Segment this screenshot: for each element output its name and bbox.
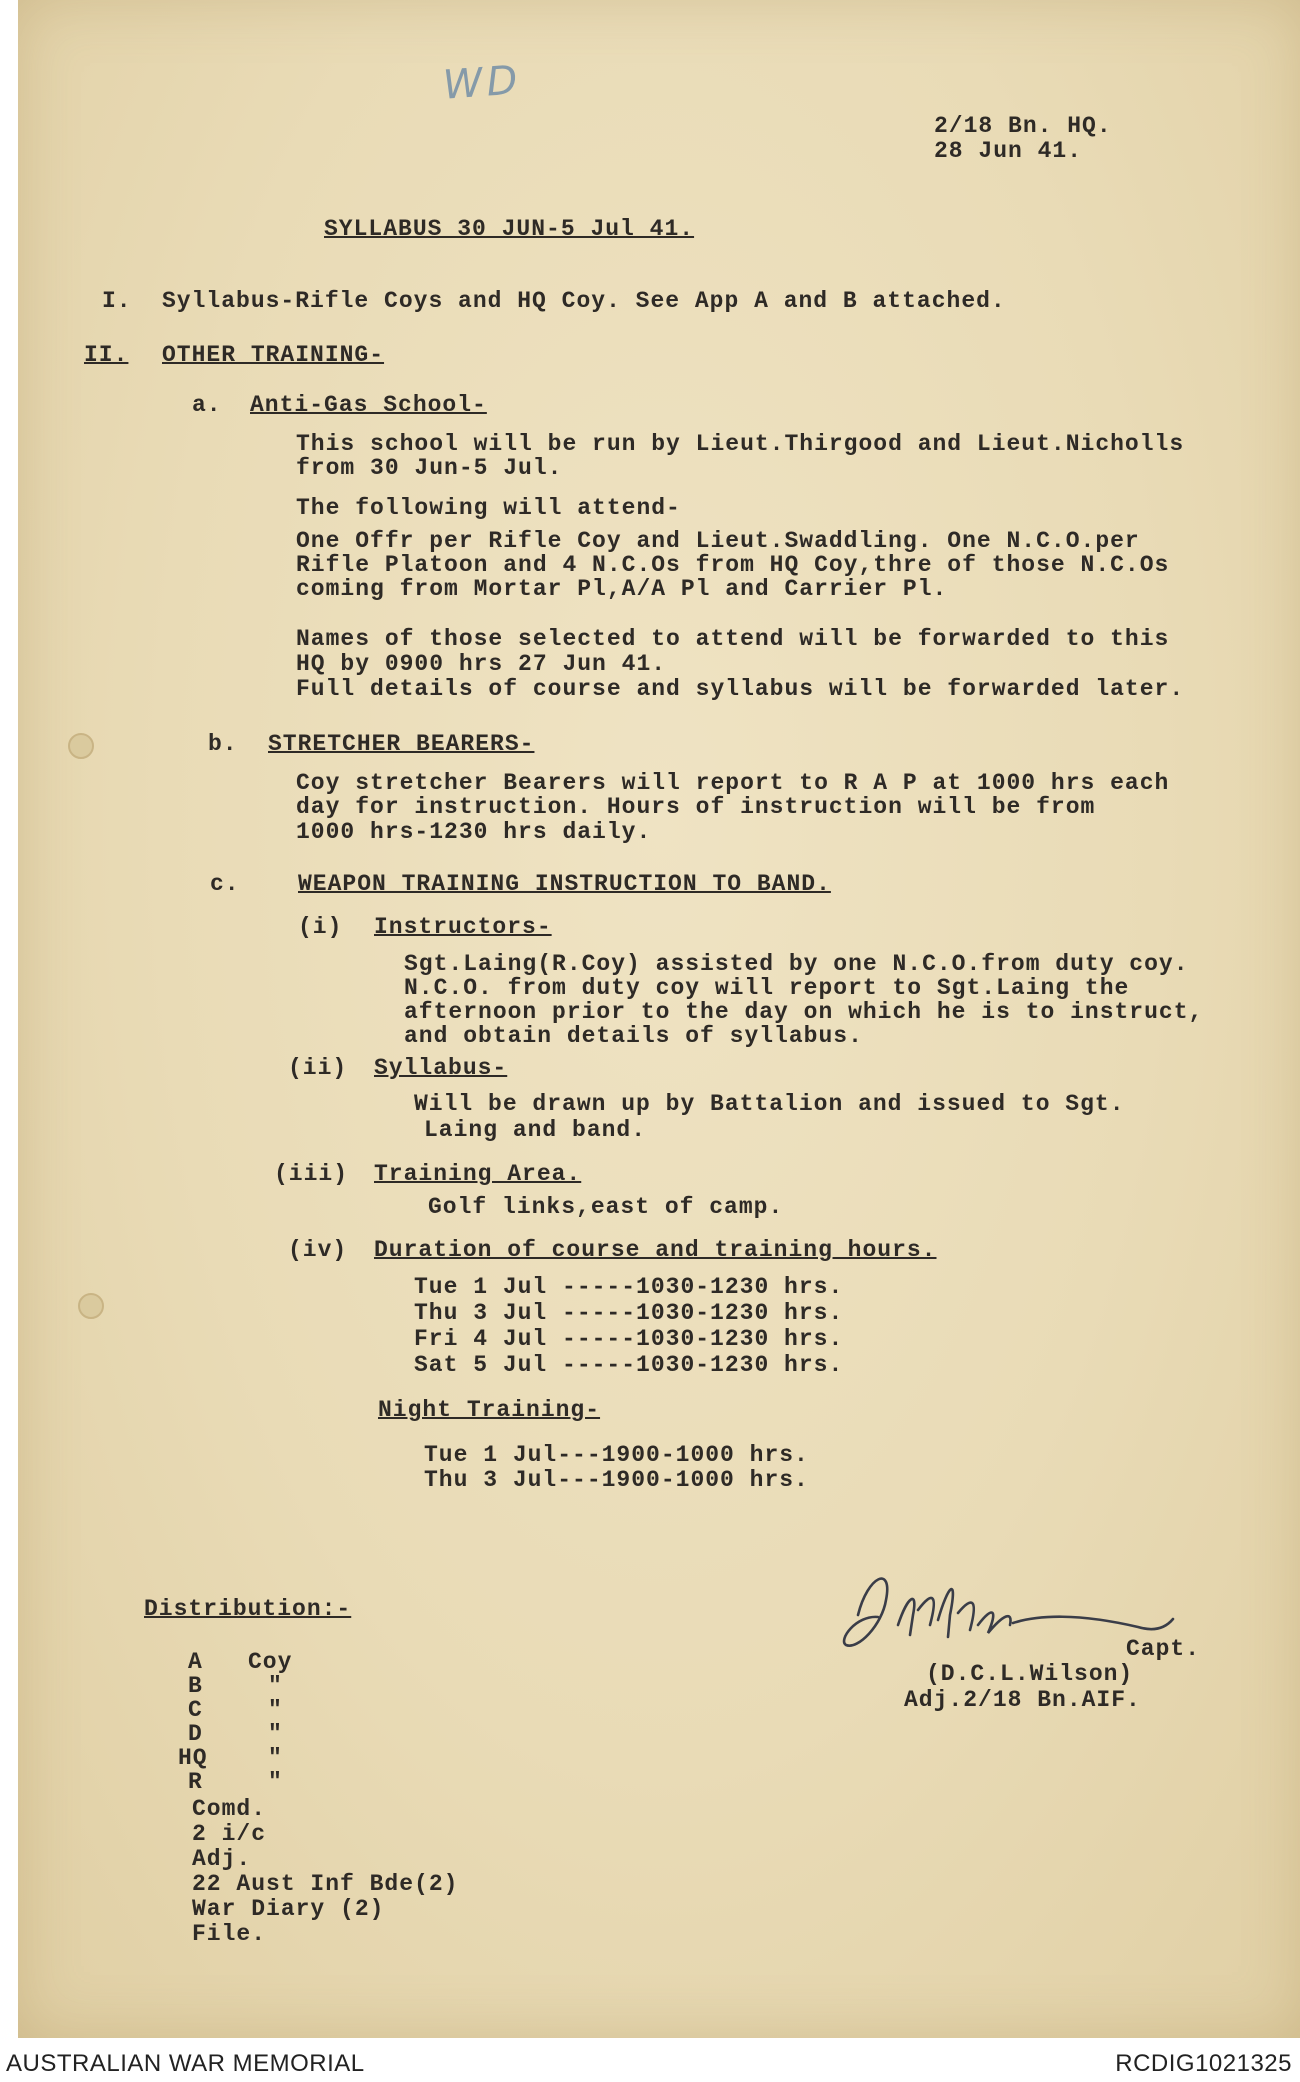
sub-3-line: Golf links,east of camp. [428, 1194, 784, 1220]
sub-3-number: (iii) [274, 1161, 349, 1187]
sub-1-line: N.C.O. from duty coy will report to Sgt.Laing the [404, 975, 1130, 1001]
punch-hole-icon [68, 733, 94, 759]
part-b-heading: STRETCHER BEARERS- [268, 731, 535, 757]
part-a-line: Full details of course and syllabus will be forwarded later. [296, 676, 1185, 702]
distribution-coy-letter: B [188, 1673, 203, 1699]
sub-1-number: (i) [298, 914, 343, 940]
sub-2-heading: Syllabus- [374, 1055, 508, 1081]
signatory-rank: Capt. [1126, 1636, 1201, 1662]
section-1-number: I. [102, 288, 132, 314]
punch-hole-icon [78, 1293, 104, 1319]
header-date: 28 Jun 41. [934, 138, 1083, 164]
distribution-coy-letter: A [188, 1649, 203, 1675]
part-a-line: from 30 Jun-5 Jul. [296, 455, 563, 481]
distribution-coy-letter: R [188, 1769, 203, 1795]
distribution-coy-mark: " [268, 1769, 283, 1795]
footer-source: AUSTRALIAN WAR MEMORIAL [6, 2050, 365, 2077]
schedule-line: Thu 3 Jul -----1030-1230 hrs. [414, 1300, 844, 1326]
distribution-recipient: Comd. [192, 1796, 267, 1822]
section-1-text: Syllabus-Rifle Coys and HQ Coy. See App A and B attached. [162, 288, 1006, 314]
part-a-line: One Offr per Rifle Coy and Lieut.Swaddling. One N.C.O.per [296, 528, 1140, 554]
part-b-letter: b. [208, 731, 238, 757]
section-2-number: II. [84, 342, 129, 368]
distribution-recipient: 22 Aust Inf Bde(2) [192, 1871, 459, 1897]
distribution-recipient: File. [192, 1921, 267, 1947]
distribution-recipient: Adj. [192, 1846, 252, 1872]
night-training-line: Thu 3 Jul---1900-1000 hrs. [424, 1467, 809, 1493]
part-b-line: Coy stretcher Bearers will report to R A P at 1000 hrs each [296, 770, 1170, 796]
section-2-heading: OTHER TRAINING- [162, 342, 385, 368]
part-c-letter: c. [210, 871, 240, 897]
schedule-line: Tue 1 Jul -----1030-1230 hrs. [414, 1274, 844, 1300]
part-c-heading: WEAPON TRAINING INSTRUCTION TO BAND. [298, 871, 831, 897]
part-a-line: Names of those selected to attend will be forwarded to this [296, 626, 1170, 652]
header-unit: 2/18 Bn. HQ. [934, 113, 1112, 139]
part-b-line: day for instruction. Hours of instruction will be from [296, 794, 1096, 820]
sub-1-heading: Instructors- [374, 914, 552, 940]
sub-1-line: Sgt.Laing(R.Coy) assisted by one N.C.O.from duty coy. [404, 951, 1189, 977]
distribution-coy-mark: " [268, 1697, 283, 1723]
part-a-line: Rifle Platoon and 4 N.C.Os from HQ Coy,thre of those N.C.Os [296, 552, 1170, 578]
sub-2-number: (ii) [288, 1055, 348, 1081]
sub-3-heading: Training Area. [374, 1161, 582, 1187]
distribution-coy-mark: " [268, 1745, 283, 1771]
distribution-coy-letter: C [188, 1697, 203, 1723]
night-training-line: Tue 1 Jul---1900-1000 hrs. [424, 1442, 809, 1468]
distribution-coy-mark: Coy [248, 1649, 293, 1675]
sub-4-heading: Duration of course and training hours. [374, 1237, 937, 1263]
sub-1-line: and obtain details of syllabus. [404, 1023, 863, 1049]
part-a-line: This school will be run by Lieut.Thirgood and Lieut.Nicholls [296, 431, 1185, 457]
distribution-coy-mark: " [268, 1673, 283, 1699]
sub-2-line: Laing and band. [424, 1117, 647, 1143]
footer-record-id: RCDIG1021325 [1115, 2050, 1292, 2077]
sub-4-number: (iv) [288, 1237, 348, 1263]
signatory-position: Adj.2/18 Bn.AIF. [904, 1687, 1141, 1713]
distribution-heading: Distribution:- [144, 1596, 352, 1622]
pencil-annotation: WD [441, 57, 523, 109]
part-b-line: 1000 hrs-1230 hrs daily. [296, 819, 652, 845]
distribution-coy-mark: " [268, 1721, 283, 1747]
signatory-name: (D.C.L.Wilson) [926, 1661, 1134, 1687]
schedule-line: Fri 4 Jul -----1030-1230 hrs. [414, 1326, 844, 1352]
distribution-recipient: 2 i/c [192, 1821, 267, 1847]
distribution-coy-letter: D [188, 1721, 203, 1747]
document-title: SYLLABUS 30 JUN-5 Jul 41. [324, 216, 695, 242]
part-a-line: The following will attend- [296, 495, 681, 521]
archive-footer [0, 2040, 1300, 2082]
sub-1-line: afternoon prior to the day on which he is to instruct, [404, 999, 1204, 1025]
schedule-line: Sat 5 Jul -----1030-1230 hrs. [414, 1352, 844, 1378]
document-paper [18, 0, 1300, 2038]
part-a-line: coming from Mortar Pl,A/A Pl and Carrier Pl. [296, 576, 948, 602]
part-a-heading: Anti-Gas School- [250, 392, 487, 418]
part-a-letter: a. [192, 392, 222, 418]
part-a-line: HQ by 0900 hrs 27 Jun 41. [296, 651, 667, 677]
distribution-recipient: War Diary (2) [192, 1896, 385, 1922]
night-training-heading: Night Training- [378, 1397, 601, 1423]
sub-2-line: Will be drawn up by Battalion and issued to Sgt. [414, 1091, 1125, 1117]
distribution-coy-letter: HQ [178, 1745, 208, 1771]
